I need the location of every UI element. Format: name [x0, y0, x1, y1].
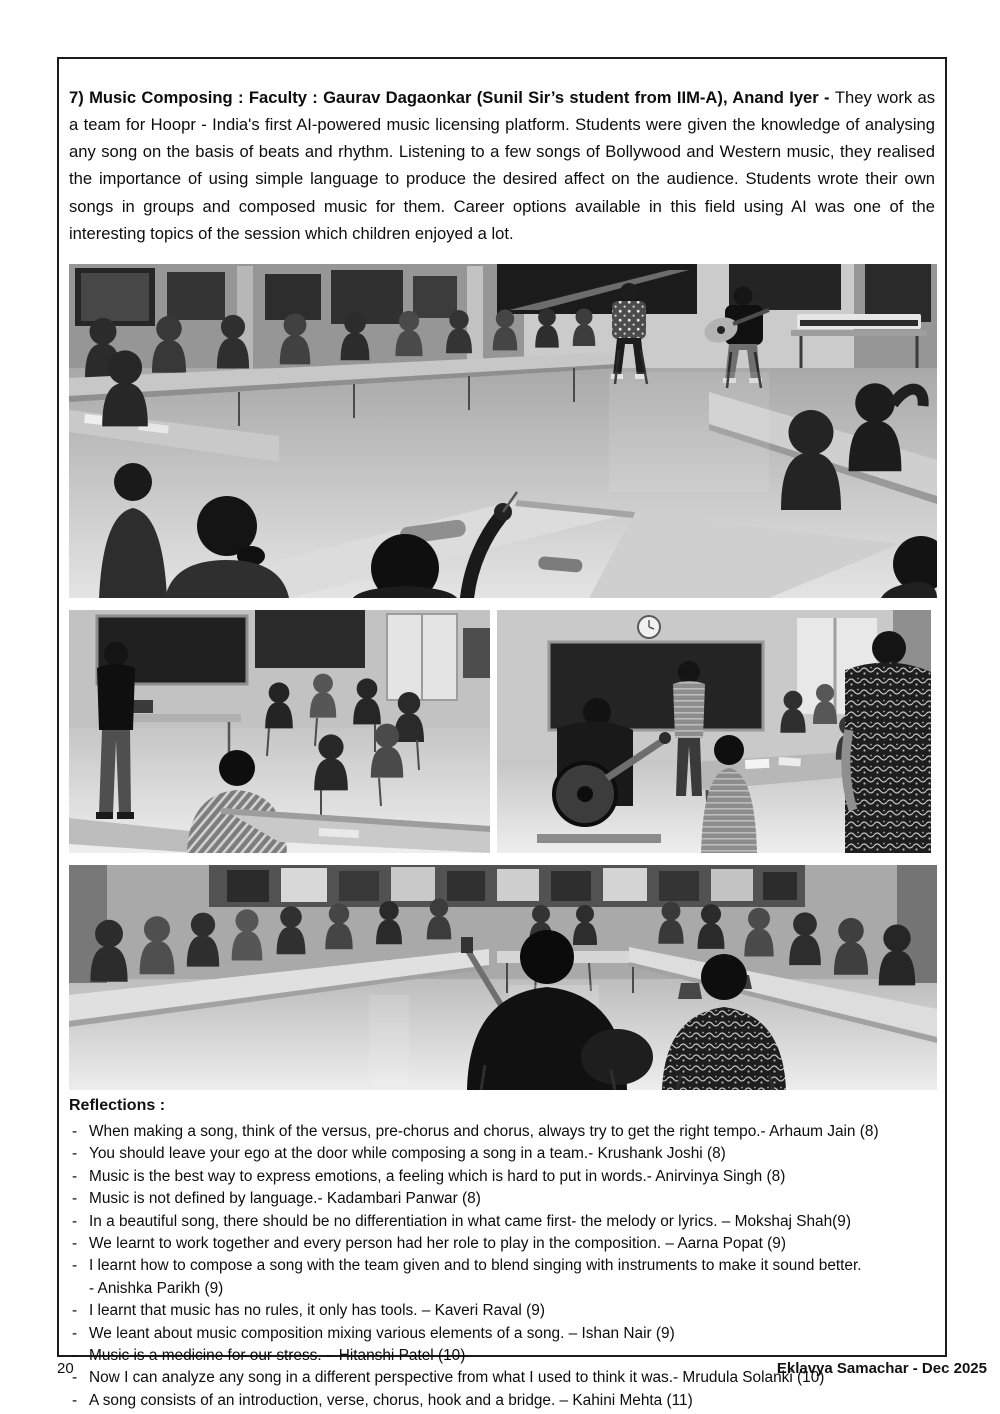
intro-body: They work as a team for Hoopr - India's first AI-powered music licensing platform. Students were given the knowledge of analysing any song on the basis of beats and rhythm. Listening to a few songs of Bollywood and Western music, they realised the importance of using simple language to produce the desired affect on the audience. Students wrote their own songs in groups and composed music for them. Career options available in this field using AI was one of the interesting topics of the session which children enjoyed a lot. [69, 87, 936, 244]
photo-group-discussion [69, 610, 490, 853]
reflection-item [69, 1143, 935, 1165]
bullet-dash: - [72, 1347, 78, 1365]
bullet-dash: - [72, 1145, 78, 1163]
photo-row-2 [69, 610, 935, 853]
intro-paragraph [69, 84, 935, 248]
reflection-item [69, 1255, 935, 1277]
bullet-dash: - [72, 1167, 78, 1185]
bullet-dash: - [72, 1190, 78, 1208]
reflection-item [69, 1211, 935, 1233]
reflection-item [69, 1390, 935, 1412]
reflection-text: I learnt how to compose a song with the team given and to blend singing with instruments to make it sound better. [89, 1257, 862, 1275]
photo-session-back-view-illustration [69, 865, 937, 1090]
reflection-text: I learnt that music has no rules, it only has tools. – Kaveri Raval (9) [89, 1302, 545, 1320]
photo-guitar-demo [497, 610, 931, 853]
photo-classroom-wide-illustration [69, 264, 937, 598]
reflection-text: We leant about music composition mixing various elements of a song. – Ishan Nair (9) [89, 1324, 675, 1342]
bullet-dash: - [72, 1212, 78, 1230]
reflection-item [69, 1300, 935, 1322]
reflection-text: You should leave your ego at the door while composing a song in a team.- Krushank Joshi (8) [89, 1145, 726, 1163]
reflection-text: A song consists of an introduction, verse, chorus, hook and a bridge. – Kahini Mehta (11) [89, 1391, 693, 1409]
reflection-text: Now I can analyze any song in a different perspective from what I used to think it was.- Mrudula Solanki (10) [89, 1369, 825, 1387]
reflection-item [69, 1188, 935, 1210]
page-footer [57, 1360, 987, 1377]
reflection-item [69, 1166, 935, 1188]
reflection-text: Music is the best way to express emotions, a feeling which is hard to put in words.- Anirvinya Singh (8) [89, 1167, 786, 1185]
bullet-dash: - [72, 1302, 78, 1320]
photo-classroom-wide [69, 264, 935, 598]
reflection-item [69, 1121, 935, 1143]
bullet-dash: - [72, 1391, 78, 1409]
reflection-item [69, 1233, 935, 1255]
bullet-dash: - [72, 1235, 78, 1252]
reflection-text: We learnt to work together and every person had her role to play in the composition. – Aarna Popat (9) [89, 1235, 786, 1252]
reflection-text-continuation: - Anishka Parikh (9) [89, 1279, 224, 1297]
reflection-text: When making a song, think of the versus, pre-chorus and chorus, always try to get the right tempo.- Arhaum Jain (8) [89, 1122, 879, 1140]
reflections-heading: Reflections : [69, 1096, 166, 1114]
bullet-dash: - [72, 1122, 78, 1140]
footer-issue-title: Eklavya Samachar - Dec 2025 [776, 1360, 987, 1377]
reflection-item [69, 1323, 935, 1345]
bullet-dash: - [72, 1369, 78, 1387]
photo-group-discussion-illustration [69, 610, 490, 853]
intro-heading: 7) Music Composing : Faculty : Gaurav Dagaonkar (Sunil Sir’s student from IIM-A), Anand Iyer - [69, 87, 835, 107]
reflection-text: Music is not defined by language.- Kadambari Panwar (8) [89, 1190, 481, 1208]
bullet-dash: - [72, 1324, 78, 1342]
bullet-dash: - [72, 1257, 78, 1275]
photo-guitar-demo-illustration [497, 610, 931, 853]
page-content [59, 59, 945, 1412]
page-number: 20 [57, 1360, 74, 1377]
reflection-text: Music is a medicine for our stress. – Hitanshi Patel (10) [89, 1347, 466, 1365]
photo-session-back-view [69, 865, 935, 1090]
reflection-text: In a beautiful song, there should be no differentiation in what came first- the melody or lyrics. – Mokshaj Shah(9) [89, 1212, 851, 1230]
